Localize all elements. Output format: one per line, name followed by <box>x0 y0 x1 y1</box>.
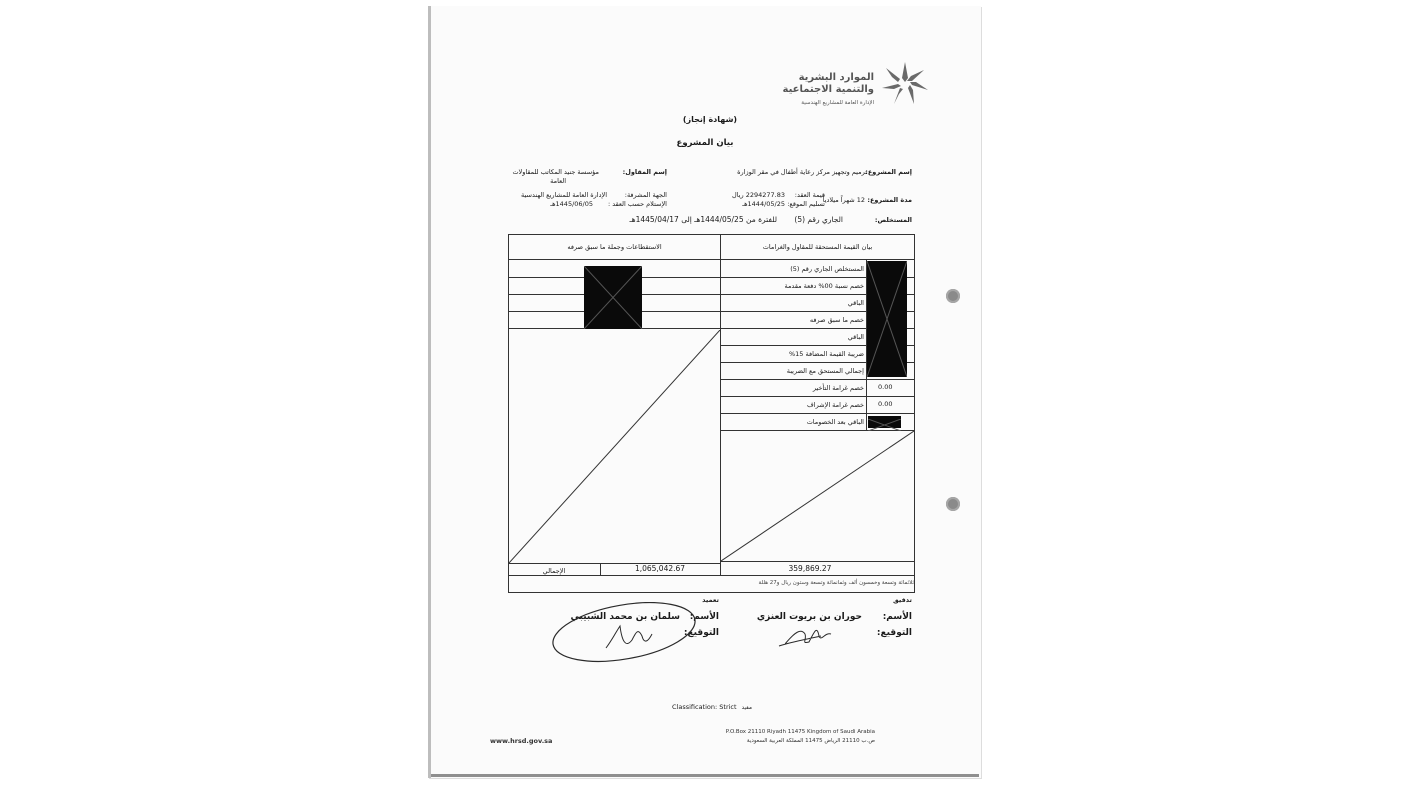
supervisor-value: الإدارة العامة للمشاريع الهندسية <box>521 191 607 199</box>
right-table-row-rule <box>720 413 915 414</box>
redaction-cross-icon <box>584 266 642 329</box>
left-total-rule <box>508 563 720 564</box>
right-table-row-label: إجمالي المستحق مع الضريبة <box>786 367 864 375</box>
right-table-row-label: الباقي بعد الخصومات <box>806 418 864 426</box>
right-table-row-label: خصم ما سبق صرفه <box>809 316 864 324</box>
redaction-cross-icon <box>868 419 901 431</box>
right-table-row-label: الباقي <box>847 299 864 307</box>
redacted-net-value <box>868 416 901 428</box>
supervision-penalty-value: 0.00 <box>878 400 893 408</box>
right-table-row-rule <box>720 379 915 380</box>
ministry-logo-icon <box>880 60 930 106</box>
duration-label: مدة المشروع: <box>867 196 912 204</box>
contract-receipt-value: 1445/06/05هـ <box>550 200 593 208</box>
right-total-rule-bottom <box>508 575 915 576</box>
project-name-value: ترميم وتجهيز مركز رعاية أطفال في مقر الوزارة <box>737 168 867 176</box>
address-ar: ص.ب 21110 الرياض 11475 المملكة العربية السعودية <box>746 738 875 744</box>
approver-name-label: الأسم: <box>689 612 719 622</box>
department-name: الإدارة العامة للمشاريع الهندسية <box>801 100 874 106</box>
site-handover-label: تسليم الموقع: <box>787 200 825 208</box>
right-table-row-label: خصم غرامة التأخير <box>812 384 864 392</box>
right-table-row-label: ضريبة القيمة المضافة 15% <box>788 350 864 358</box>
certificate-title: (شهادة إنجاز) <box>682 115 738 124</box>
auditor-signature <box>775 622 835 652</box>
contract-value-label: قيمة العقد: <box>794 191 825 199</box>
right-total: 359,869.27 <box>788 564 832 573</box>
amount-in-words: ثلاثمائة وتسعة وخمسون ألف وثمانمائة وتسعة وستون ريال و27 هللة <box>758 580 914 586</box>
ministry-name-line2: والتنمية الاجتماعية <box>782 84 874 95</box>
right-table-row-label: خصم نسبة 00% دفعة مقدمة <box>784 282 864 290</box>
auditor-name: حوران بن بريوت العنزي <box>756 612 862 622</box>
delay-penalty-value: 0.00 <box>878 383 893 391</box>
classification <box>672 703 752 713</box>
approver-name: سلمان بن محمد الشبيبي <box>570 612 680 622</box>
approver-signature <box>548 602 698 664</box>
ministry-name-line1: الموارد البشرية <box>798 72 874 83</box>
right-table-row-label: المستخلص الجاري رقم (5) <box>790 265 864 273</box>
supervisor-label: الجهة المشرفة: <box>624 191 667 199</box>
contractor-value-1: مؤسسة جنيد المكاتب للمقاولات <box>512 168 599 176</box>
header-rule <box>508 259 915 260</box>
right-table-row-rule <box>720 396 915 397</box>
left-total: 1,065,042.67 <box>634 564 686 573</box>
auditor-name-label: الأسم: <box>882 612 912 622</box>
right-table-row-label: الباقي <box>847 333 864 341</box>
classification-ar: مقيد <box>741 705 752 711</box>
contractor-value-2: العامة <box>550 177 566 185</box>
classification-en: Classification: Strict <box>672 703 737 711</box>
approve-label: تعميد <box>702 596 719 604</box>
contract-receipt-label: الإستلام حسب العقد : <box>607 200 667 208</box>
punch-hole-bottom <box>946 497 960 511</box>
period-value: للفترة من 1444/05/25هـ إلى 1445/04/17هـ <box>629 215 777 224</box>
extract-label: المستخلص: <box>874 216 912 224</box>
page-edge <box>428 6 431 778</box>
right-total-rule-top <box>720 561 915 562</box>
redacted-values <box>867 261 907 377</box>
right-blank-area <box>721 431 914 561</box>
right-table-row-label: خصم غرامة الإشراف <box>807 401 864 409</box>
contract-value: 2294277.83 ريال <box>731 191 785 199</box>
punch-hole-top <box>946 289 960 303</box>
project-name-label: إسم المشروع: <box>865 168 912 176</box>
page-edge-bottom <box>431 774 979 777</box>
extract-value: الجاري رقم (5) <box>794 215 843 224</box>
left-total-label: الإجمالي <box>542 567 566 575</box>
redaction-cross-icon <box>867 261 907 377</box>
website: www.hrsd.gov.sa <box>490 737 553 745</box>
duration-value: 12 شهراً ميلادياً <box>822 196 865 204</box>
auditor-signature-label: التوقيع: <box>876 628 912 638</box>
address-en: P.O.Box 21110 Riyadh 11475 Kingdom of Saudi Arabia <box>725 729 875 735</box>
audit-label: تدقيق <box>893 596 912 604</box>
left-table-header: الاستقطاعات وجملة ما سبق صرفه <box>567 243 662 251</box>
site-handover-value: 1444/05/25هـ <box>742 200 785 208</box>
section-title: بيان المشروع <box>676 138 734 148</box>
redacted-deductions <box>584 266 642 329</box>
left-total-divider <box>600 563 601 576</box>
approver-signature-label: التوقيع: <box>683 628 719 638</box>
left-blank-area <box>509 330 720 563</box>
contractor-label: إسم المقاول: <box>622 168 667 176</box>
right-table-header: بيان القيمة المستحقة للمقاول والغرامات <box>762 243 873 251</box>
